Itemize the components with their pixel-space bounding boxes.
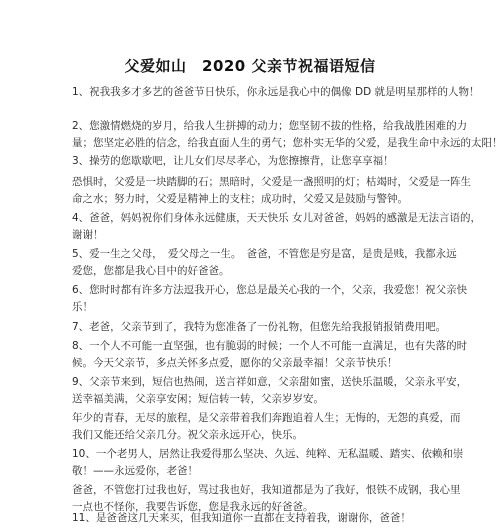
paragraph-5 [72, 210, 482, 244]
paragraph-11 [72, 410, 461, 444]
paragraph-7 [72, 282, 468, 316]
paragraph-line: 10、一个老男人，居然让我爱得那么坚决、久远、纯粹、无私温暖、踏实、依赖和崇 [72, 448, 464, 460]
paragraph-8 [72, 319, 447, 336]
paragraph-line: 11、是爸爸这几天来买，但我知道你一直都在支持着我，谢谢你，爸爸！ [72, 512, 411, 524]
paragraph-line: 恐惧时，父爱是一块踏脚的石；黑暗时，父爱是一盏照明的灯；枯竭时，父爱是一阵生 [72, 176, 471, 188]
paragraph-line: 6、您时时都有许多方法逗我开心，您总是最关心我的一个，父亲，我爱您！祝父亲快 [72, 284, 468, 296]
paragraph-2 [72, 118, 503, 152]
paragraph-line: 候。今天父亲节，多点关怀多点爱，愿你的父亲最幸福！父亲节快乐！ [72, 357, 398, 369]
paragraph-4 [72, 174, 471, 208]
paragraph-line: 量；您坚定必胜的信念，给我直面人生的勇气；您朴实无华的父爱，是我生命中永远的太阳！ [72, 137, 503, 149]
paragraph-line: 送幸福美满，父亲享安闲；短信转一转，父亲岁岁安。 [72, 393, 324, 405]
paragraph-line: 我们又能还给父亲几分。祝父亲永远开心，快乐。 [72, 429, 303, 441]
paragraph-line: 4、爸爸，妈妈祝你们身体永远健康，天天快乐 女儿对爸爸，妈妈的感激是无法言语的， [72, 212, 482, 224]
paragraph-12 [72, 446, 464, 480]
paragraph-line: 爸爸，不管您打过我也好，骂过我也好，我知道都是为了我好，恨铁不成钢，我心里 [72, 484, 461, 496]
paragraph-line: 乐！ [72, 301, 93, 313]
paragraph-10 [72, 374, 468, 408]
paragraph-line: 年少的青春，无尽的旅程，是父亲带着我们奔跑追着人生；无悔的，无怨的真爱，而 [72, 412, 461, 424]
paragraph-14 [72, 510, 432, 527]
document-title: 父爱如山 2020 父亲节祝福语短信 [124, 57, 376, 75]
paragraph-line: 命之水；努力时，父爱是精神上的支柱；成功时，父爱又是鼓励与警钟。 [72, 193, 408, 205]
paragraph-9 [72, 338, 468, 372]
paragraph-line: 8、一个人不可能一直坚强，也有脆弱的时候；一个人不可能一直满足，也有失落的时 [72, 340, 468, 352]
paragraph-line: 敬！——永远爱你，老爸！ [72, 465, 198, 477]
paragraph-line: 7、老爸，父亲节到了，我特为您准备了一份礼物，但您先给我报销报销费用吧。 [72, 321, 447, 333]
paragraph-3 [72, 153, 432, 170]
paragraph-line: 2、您激情燃烧的岁月，给我人生拼搏的动力；您坚韧不拔的性格，给我战胜困难的力 [72, 120, 468, 132]
paragraph-line: 3、操劳的您歇歇吧，让儿女们尽尽孝心，为您擦擦背，让您享享福！ [72, 155, 394, 167]
paragraph-line: 爱您，您都是我心目中的好爸爸。 [72, 265, 230, 277]
paragraph-6 [72, 246, 457, 280]
paragraph-line: 谢谢！ [72, 229, 104, 241]
paragraph-line: 1、祝我我多才多艺的爸爸节日快乐，你永远是我心中的偶像 DD 就是明星那样的人物！ [72, 86, 480, 98]
paragraph-line: 9、父亲节来到，短信也热闹，送言祥如意，父亲甜如蜜，送快乐温暖，父亲永平安， [72, 376, 468, 388]
paragraph-1 [72, 84, 480, 101]
paragraph-line: 一点也不怪你，我要告诉您，您是我永远的好爸爸。 [72, 501, 314, 513]
paragraph-line: 5、爱一生之父母， 爱父母之一生。 爸爸，不管您是穷是富，是贵是贱，我都永远 [72, 248, 457, 260]
